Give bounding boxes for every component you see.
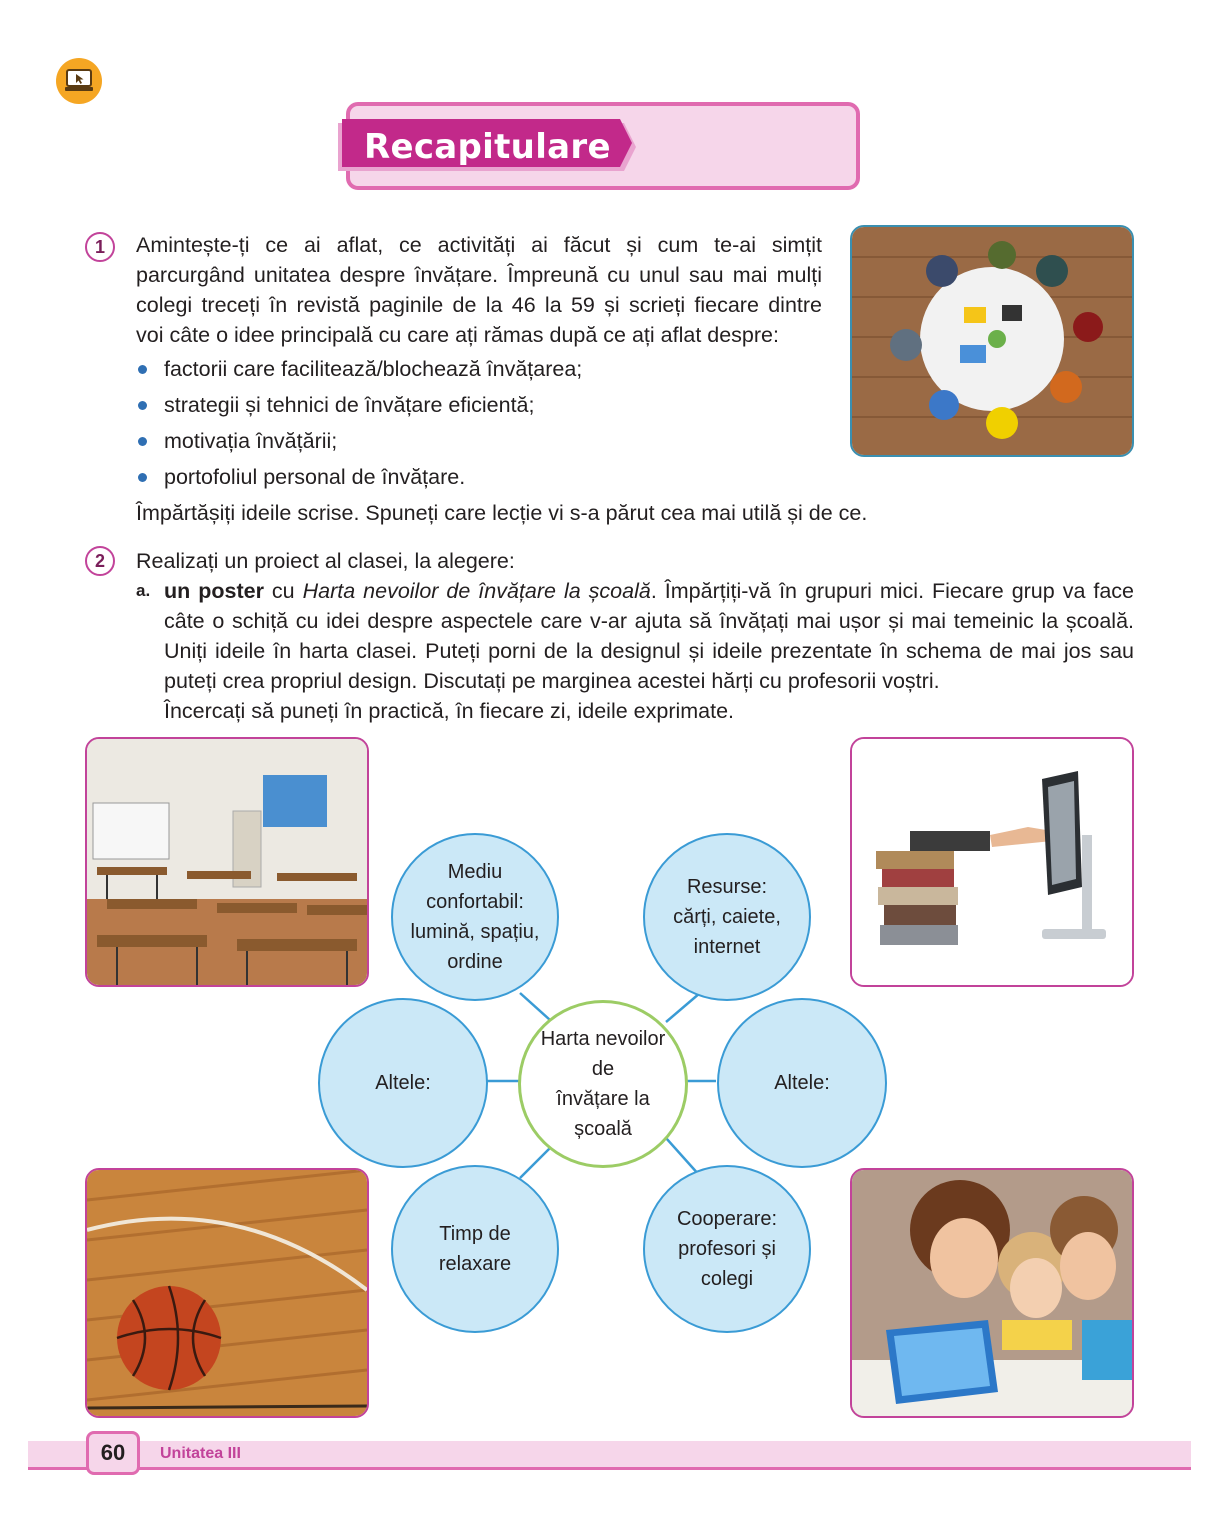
bubble-center-map-title xyxy=(518,1000,688,1168)
exercise-1-line: parcurgând unitatea despre învățare. Împreună cu unul sau mai mulți xyxy=(136,263,822,287)
bubble-label: Altele: xyxy=(774,1072,830,1094)
bubble-label: Resurse: cărți, caiete, internet xyxy=(673,876,781,958)
item-letter-a: a. xyxy=(136,581,151,600)
item-a-line: puteți crea propriul design. Discutați pe marginea acestei hărți cu profesorii voștri. xyxy=(164,669,940,693)
bullet-item: factorii care facilitează/blochează învățarea; xyxy=(136,351,816,387)
exercise-1-line: voi câte o idee principală cu care ați rămas după ce ați aflat despre: xyxy=(136,323,779,347)
bullet-item: strategii și tehnici de învățare eficientă; xyxy=(136,387,816,423)
bullet-item: motivația învățării; xyxy=(136,423,816,459)
bubble-label: Mediu confortabil: lumină, spațiu, ordine xyxy=(410,861,540,973)
exercise-2-intro: Realizați un proiect al clasei, la alegere: xyxy=(136,549,515,573)
page-number: 60 xyxy=(86,1431,140,1475)
unit-label: Unitatea III xyxy=(160,1445,241,1462)
item-a-line: Uniți ideile în harta clasei. Puteți porni de la designul și ideile prezentate în schema de mai jos sau xyxy=(164,639,1134,663)
exercise-1-closing: Împărtășiți ideile scrise. Spuneți care lecție vi s-a părut cea mai utilă și de ce. xyxy=(136,501,868,525)
exercise-1-number: 1 xyxy=(85,232,115,262)
item-a-last-line: Încercați să puneți în practică, în fiecare zi, ideile exprimate. xyxy=(164,699,735,723)
page-title: Recapitulare xyxy=(364,127,611,167)
bubble-resources xyxy=(643,833,811,1001)
exercise-1-line: colegi treceți în revistă paginile de la 46 la 59 și scrieți fiecare dintre xyxy=(136,293,822,317)
bubble-cooperation xyxy=(643,1165,811,1333)
bubble-label: Cooperare: profesori și colegi xyxy=(676,1208,778,1290)
connector-top-right xyxy=(666,993,700,1022)
exercise-2-number: 2 xyxy=(85,546,115,576)
connector-bottom-left xyxy=(520,1146,552,1178)
footer-rule xyxy=(28,1467,1191,1470)
bubble-relaxation-time xyxy=(391,1165,559,1333)
item-a-line: câte o schiță cu idei despre aspectele care v-ar ajuta să învățați mai ușor și mai temeinic la școală. xyxy=(164,609,1134,633)
bubble-label: Timp de relaxare xyxy=(438,1223,512,1275)
cu-text: cu xyxy=(263,579,303,603)
poster-label: un poster xyxy=(164,579,264,603)
bubble-label: Harta nevoilor de învățare la școală xyxy=(540,1028,666,1140)
exercise-1-line: Amintește-ți ce ai aflat, ce activități ai făcut și cum te-ai simțit xyxy=(136,233,822,257)
item-a-rest: . Împărțiți-vă în grupuri mici. Fiecare grup va face xyxy=(650,579,1135,603)
bubble-other-left xyxy=(318,998,488,1168)
map-title-italic: Harta nevoilor de învățare la școală xyxy=(302,579,651,603)
bubble-label: Altele: xyxy=(375,1072,431,1094)
connector-top-left xyxy=(520,993,550,1020)
bubble-comfortable-environment xyxy=(391,833,559,1001)
bubble-other-right xyxy=(717,998,887,1168)
bullet-item: portofoliul personal de învățare. xyxy=(136,459,816,495)
